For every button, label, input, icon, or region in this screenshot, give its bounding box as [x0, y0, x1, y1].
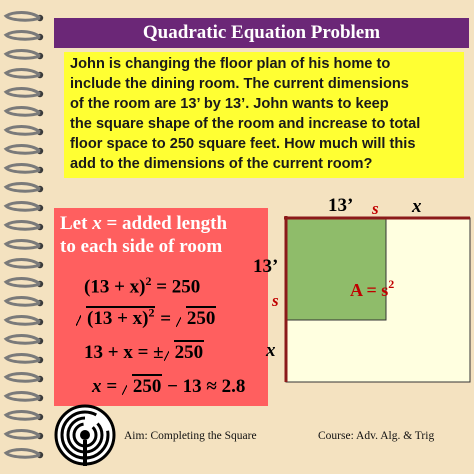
area-label: $A = s^2$	[350, 277, 395, 300]
binding-ring	[6, 13, 40, 21]
binding-ring	[6, 70, 40, 78]
binding-ring	[6, 127, 40, 135]
inner-square	[286, 218, 386, 320]
binding-ring	[6, 298, 40, 306]
binding-ring	[6, 355, 40, 363]
footer-aim: Aim: Completing the Square	[124, 430, 257, 442]
binding-ring	[6, 108, 40, 116]
equation-1: $(13 + x)^2 = 250$	[84, 274, 201, 298]
left-label-s: s	[272, 291, 279, 310]
title-bar	[54, 18, 469, 48]
left-label-13: 13’	[253, 256, 279, 277]
binding-ring	[6, 260, 40, 268]
binding-ring	[6, 412, 40, 420]
equation-4: x = 250 − 13 ≈ 2.8	[92, 376, 246, 397]
top-label-x: x	[412, 196, 422, 217]
binding-ring	[6, 336, 40, 344]
spiral-binding	[0, 0, 52, 474]
problem-line: include the dining room. The current dimensions	[70, 76, 409, 92]
binding-ring	[6, 89, 40, 97]
binding-ring	[6, 222, 40, 230]
problem-line: floor space to 250 square feet. How much will this	[70, 136, 416, 152]
square-diagram	[250, 192, 474, 392]
problem-statement	[64, 52, 464, 178]
binding-ring	[6, 374, 40, 382]
slide-title: Quadratic Equation Problem	[142, 22, 381, 43]
left-label-x: x	[266, 340, 276, 361]
footer-course: Course: Adv. Alg. & Trig	[318, 430, 435, 442]
top-label-s: s	[372, 199, 379, 218]
problem-line: of the room are 13’ by 13’. John wants to keep	[70, 96, 389, 112]
binding-ring	[6, 203, 40, 211]
binding-ring	[6, 431, 40, 439]
binding-ring	[6, 165, 40, 173]
equation-3: 13 + x = ± 250	[84, 342, 204, 363]
binding-ring	[6, 146, 40, 154]
binding-ring	[6, 317, 40, 325]
equation-2: $(13 + x)^2 = 250$	[76, 306, 216, 330]
problem-line: John is changing the floor plan of his home to	[70, 56, 391, 72]
binding-ring	[6, 279, 40, 287]
problem-line: add to the dimensions of the current room?	[70, 156, 373, 172]
top-label-13: 13’	[328, 195, 354, 216]
binding-ring	[6, 51, 40, 59]
binding-ring	[6, 241, 40, 249]
problem-line: the square shape of the room and increase to total	[70, 116, 421, 132]
binding-ring	[6, 450, 40, 458]
let-line-1: Let x = added length	[60, 213, 228, 234]
binding-ring	[6, 32, 40, 40]
let-statement	[60, 212, 265, 258]
maze-logo-icon	[54, 404, 116, 466]
let-line-2: to each side of room	[60, 236, 223, 257]
binding-ring	[6, 393, 40, 401]
binding-ring	[6, 184, 40, 192]
